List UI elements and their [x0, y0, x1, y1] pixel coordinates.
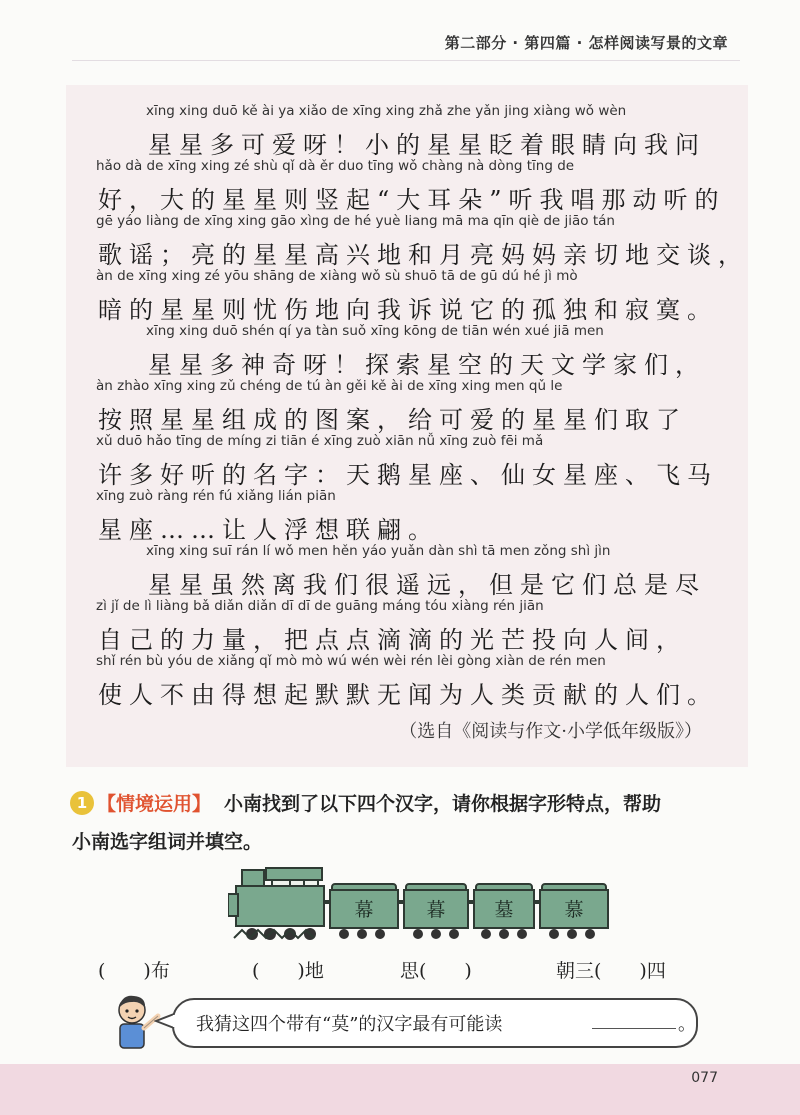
bubble-tail: [154, 1012, 176, 1030]
hanzi-row: 星星多神奇呀！探索星空的天文学家们，: [148, 351, 706, 379]
pinyin-row: xǔ duō hǎo tīng de míng zi tiān é xīng zuò xiān nǚ xīng zuò fēi mǎ: [96, 433, 544, 449]
train-car: [474, 884, 534, 939]
pinyin-row: shǐ rén bù yóu de xiǎng qǐ mò mò wú wén wèi rén lèi gòng xiàn de rén men: [96, 653, 606, 669]
answer-blank-line[interactable]: [592, 1028, 676, 1029]
hanzi-row: 星星虽然离我们很遥远，但是它们总是尽: [148, 571, 706, 599]
reading-passage: [66, 85, 748, 767]
hanzi-row: 星星多可爱呀！小的星星眨着眼睛向我问: [148, 131, 706, 159]
train-char: 暮: [426, 899, 446, 921]
train-car: [330, 884, 398, 939]
source-citation: （选自《阅读与作文·小学低年级版》）: [399, 721, 702, 742]
hint-period: 。: [678, 1014, 696, 1035]
hanzi-row: 按照星星组成的图案，给可爱的星星们取了: [98, 406, 687, 434]
header-divider: [72, 60, 740, 61]
pinyin-row: gē yáo liàng de xīng xing gāo xìng de hé yuè liang mā ma qīn qiè de jiāo tán: [96, 213, 615, 229]
hint-text: 我猜这四个带有“莫”的汉字最有可能读: [196, 1014, 503, 1035]
question-number-badge: 1: [70, 791, 94, 815]
fill-in-blanks: [0, 956, 800, 986]
section-title: 第二部分 · 第四篇 · 怎样阅读写景的文章: [444, 34, 728, 52]
pinyin-row: xīng xing duō kě ài ya xiǎo de xīng xing zhǎ zhe yǎn jing xiàng wǒ wèn: [146, 103, 627, 119]
hanzi-row: 歌谣；亮的星星高兴地和月亮妈妈亲切地交谈，: [98, 241, 749, 269]
page-footer-band: [0, 1064, 800, 1115]
hanzi-row: 星座……让人浮想联翩。: [98, 516, 439, 544]
train-char: 慕: [564, 899, 584, 921]
hint-bubble-area: [102, 990, 702, 1054]
train-car: [540, 884, 608, 939]
blank-item[interactable]: ( )地: [252, 960, 324, 982]
pinyin-row: hǎo dà de xīng xing zé shù qǐ dà ěr duo tīng wǒ chàng nà dòng tīng de: [96, 158, 575, 174]
pinyin-row: àn de xīng xing zé yōu shāng de xiàng wǒ sù shuō tā de gū dú hé jì mò: [96, 268, 578, 284]
hanzi-row: 暗的星星则忧伤地向我诉说它的孤独和寂寞。: [98, 296, 718, 324]
question-tag: 【情境运用】: [97, 793, 212, 815]
pinyin-row: xīng xing duō shén qí ya tàn suǒ xīng kōng de tiān wén xué jiā men: [146, 323, 604, 339]
page-number: 077: [691, 1070, 718, 1086]
page-header: [0, 0, 800, 70]
blank-item[interactable]: ( )布: [98, 960, 170, 982]
pinyin-row: xīng zuò ràng rén fú xiǎng lián piān: [96, 488, 336, 504]
blank-item[interactable]: 朝三( )四: [556, 960, 666, 982]
blank-item[interactable]: 思( ): [400, 960, 472, 982]
locomotive-icon: [228, 868, 324, 940]
pinyin-row: àn zhào xīng xing zǔ chéng de tú àn gěi kě ài de xīng xing men qǔ le: [96, 378, 563, 394]
hanzi-row: 许多好听的名字：天鹅星座、仙女星座、飞马: [98, 461, 718, 489]
pinyin-row: zì jǐ de lì liàng bǎ diǎn diǎn dī dī de guāng máng tóu xiàng rén jiān: [96, 598, 544, 614]
hanzi-row: 好，大的星星则竖起“大耳朵”听我唱那动听的: [98, 186, 726, 214]
hanzi-row: 自己的力量，把点点滴滴的光芒投向人间，: [98, 626, 687, 654]
train-illustration: [228, 864, 612, 946]
train-car: [404, 884, 468, 939]
pinyin-row: xīng xing suī rán lí wǒ men hěn yáo yuǎn dàn shì tā men zǒng shì jìn: [146, 543, 611, 559]
train-char: 墓: [494, 899, 514, 921]
question-text-line2: 小南选字组词并填空。: [72, 831, 263, 853]
question-text-line1: 小南找到了以下四个汉字，请你根据字形特点，帮助: [224, 793, 662, 815]
train-char: 幕: [354, 899, 374, 921]
hanzi-row: 使人不由得想起默默无闻为人类贡献的人们。: [98, 681, 718, 709]
